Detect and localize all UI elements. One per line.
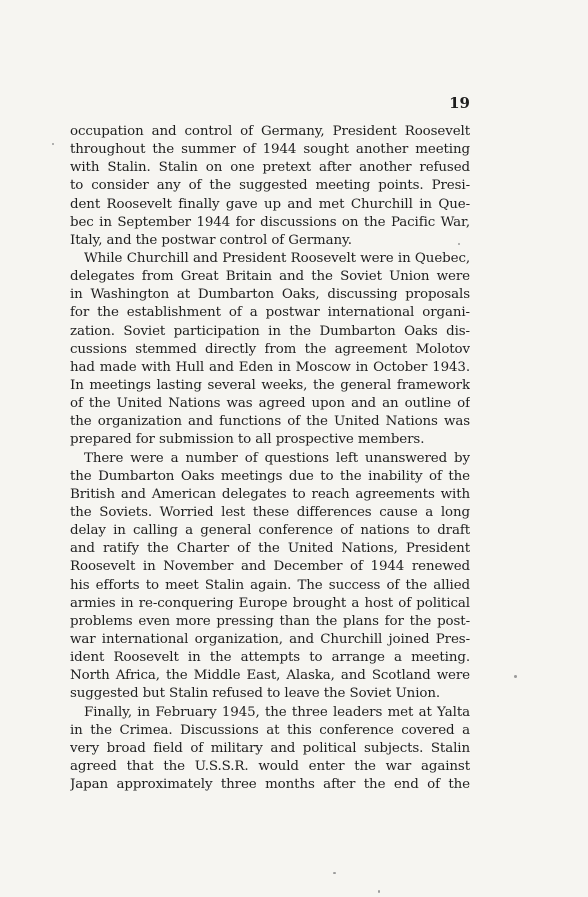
text-line: prepared for submission to all prospective members.: [70, 432, 425, 448]
text-line: Italy, and the postwar control of Germany.: [70, 232, 352, 248]
text-line: Roosevelt in November and December of 1944 renewed: [70, 559, 470, 575]
text-line: his efforts to meet Stalin again. The success of the allied: [70, 577, 470, 593]
text-line: to consider any of the suggested meeting points. Presi-: [70, 178, 470, 194]
text-line: bec in September 1944 for discussions on the Pacific War,: [70, 214, 470, 230]
text-line: throughout the summer of 1944 sought another meeting: [70, 142, 470, 158]
text-line: zation. Soviet participation in the Dumbarton Oaks dis-: [70, 323, 470, 339]
text-line: the Dumbarton Oaks meetings due to the inability of the: [70, 468, 470, 484]
text-line: war international organization, and Churchill joined Pres-: [70, 631, 470, 647]
text-line: for the establishment of a postwar international organi-: [70, 305, 470, 321]
text-line: the organization and functions of the United Nations was: [70, 414, 470, 430]
text-line: the Soviets. Worried lest these differences cause a long: [70, 504, 470, 520]
text-line: agreed that the U.S.S.R. would enter the war against: [70, 758, 470, 774]
text-line: delegates from Great Britain and the Soviet Union were: [70, 269, 470, 285]
scan-speck: [514, 675, 517, 678]
text-line: occupation and control of Germany, President Roosevelt: [70, 124, 470, 139]
text-line: North Africa, the Middle East, Alaska, and Scotland were: [70, 668, 470, 684]
text-line: While Churchill and President Roosevelt were in Quebec,: [84, 250, 470, 266]
text-line: Japan approximately three months after the end of the: [70, 777, 470, 793]
scan-speck: [458, 243, 460, 245]
text-line: dent Roosevelt finally gave up and met Churchill in Que-: [70, 196, 470, 212]
text-line: armies in re-conquering Europe brought a host of political: [70, 595, 470, 611]
scan-speck: [333, 872, 336, 874]
text-line: of the United Nations was agreed upon and an outline of: [70, 396, 470, 412]
text-line: had made with Hull and Eden in Moscow in October 1943.: [70, 359, 470, 375]
text-line: There were a number of questions left unanswered by: [84, 450, 470, 466]
text-line: suggested but Stalin refused to leave the Soviet Union.: [70, 686, 441, 702]
scan-speck: [378, 890, 380, 893]
page-number: 19: [449, 94, 470, 112]
text-line: and ratify the Charter of the United Nations, President: [70, 541, 470, 557]
text-line: delay in calling a general conference of nations to draft: [70, 523, 470, 539]
text-line: Finally, in February 1945, the three leaders met at Yalta: [84, 704, 470, 720]
text-line: ident Roosevelt in the attempts to arrange a meeting.: [70, 650, 470, 666]
text-line: very broad field of military and political subjects. Stalin: [70, 740, 470, 756]
body-text: [70, 123, 470, 794]
scan-speck: [52, 143, 54, 145]
text-line: in Washington at Dumbarton Oaks, discussing proposals: [70, 287, 470, 303]
text-line: with Stalin. Stalin on one pretext after another refused: [70, 160, 470, 176]
text-line: cussions stemmed directly from the agreement Molotov: [70, 341, 470, 357]
text-line: In meetings lasting several weeks, the general framework: [70, 377, 470, 393]
text-line: in the Crimea. Discussions at this conference covered a: [70, 722, 470, 738]
text-line: British and American delegates to reach agreements with: [70, 486, 470, 502]
text-line: problems even more pressing than the plans for the post-: [70, 613, 470, 629]
